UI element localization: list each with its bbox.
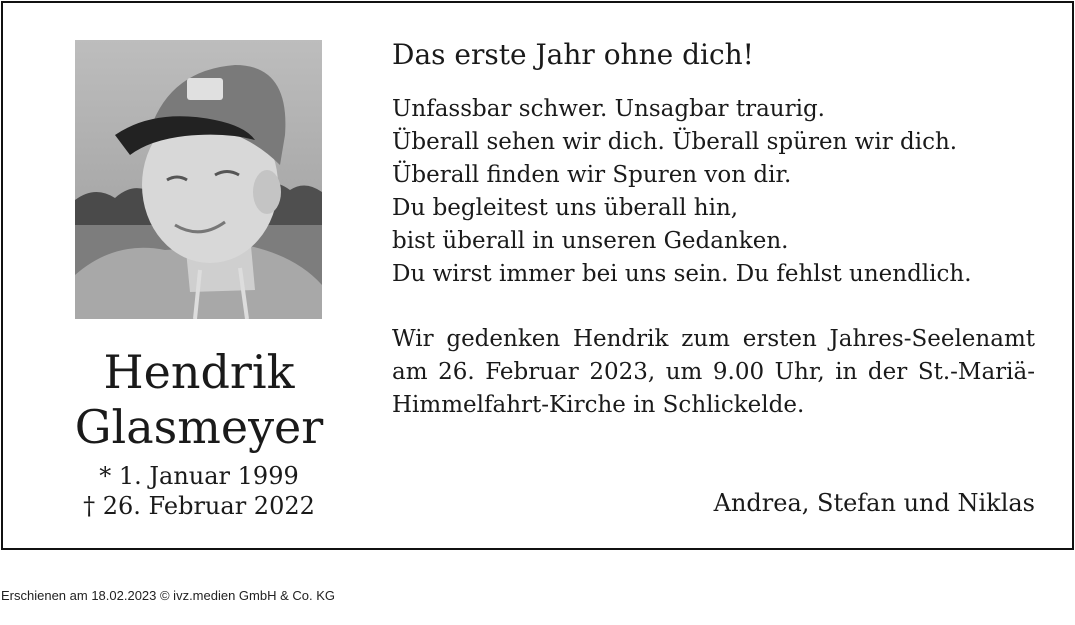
signature: Andrea, Stefan und Niklas xyxy=(713,489,1035,517)
memorial-announcement: Wir gedenken Hendrik zum ersten Jahres-Seelenamt am 26. Februar 2023, um 9.00 Uhr, in der St.-Mariä-Himmelfahrt-Kirche in Schlickelde. xyxy=(392,326,1035,418)
poem-line: Unfassbar schwer. Unsagbar traurig. xyxy=(392,96,825,122)
poem-line: Überall finden wir Spuren von dir. xyxy=(392,162,792,188)
headline: Das erste Jahr ohne dich! xyxy=(392,38,754,71)
poem-line: bist überall in unseren Gedanken. xyxy=(392,228,789,254)
death-date: † 26. Februar 2022 xyxy=(83,492,315,520)
publication-footer: Erschienen am 18.02.2023 © ivz.medien GmbH & Co. KG xyxy=(1,588,336,603)
deceased-first-name: Hendrik xyxy=(103,345,295,399)
deceased-last-name: Glasmeyer xyxy=(74,400,324,454)
poem-line: Du begleitest uns überall hin, xyxy=(392,195,739,221)
portrait-photo xyxy=(75,40,322,319)
portrait-image xyxy=(75,40,322,319)
poem-line: Überall sehen wir dich. Überall spüren wir dich. xyxy=(392,129,958,155)
obituary-notice xyxy=(1,1,1074,550)
poem xyxy=(392,93,1035,291)
birth-date: * 1. Januar 1999 xyxy=(99,462,299,490)
poem-line: Du wirst immer bei uns sein. Du fehlst unendlich. xyxy=(392,261,972,287)
